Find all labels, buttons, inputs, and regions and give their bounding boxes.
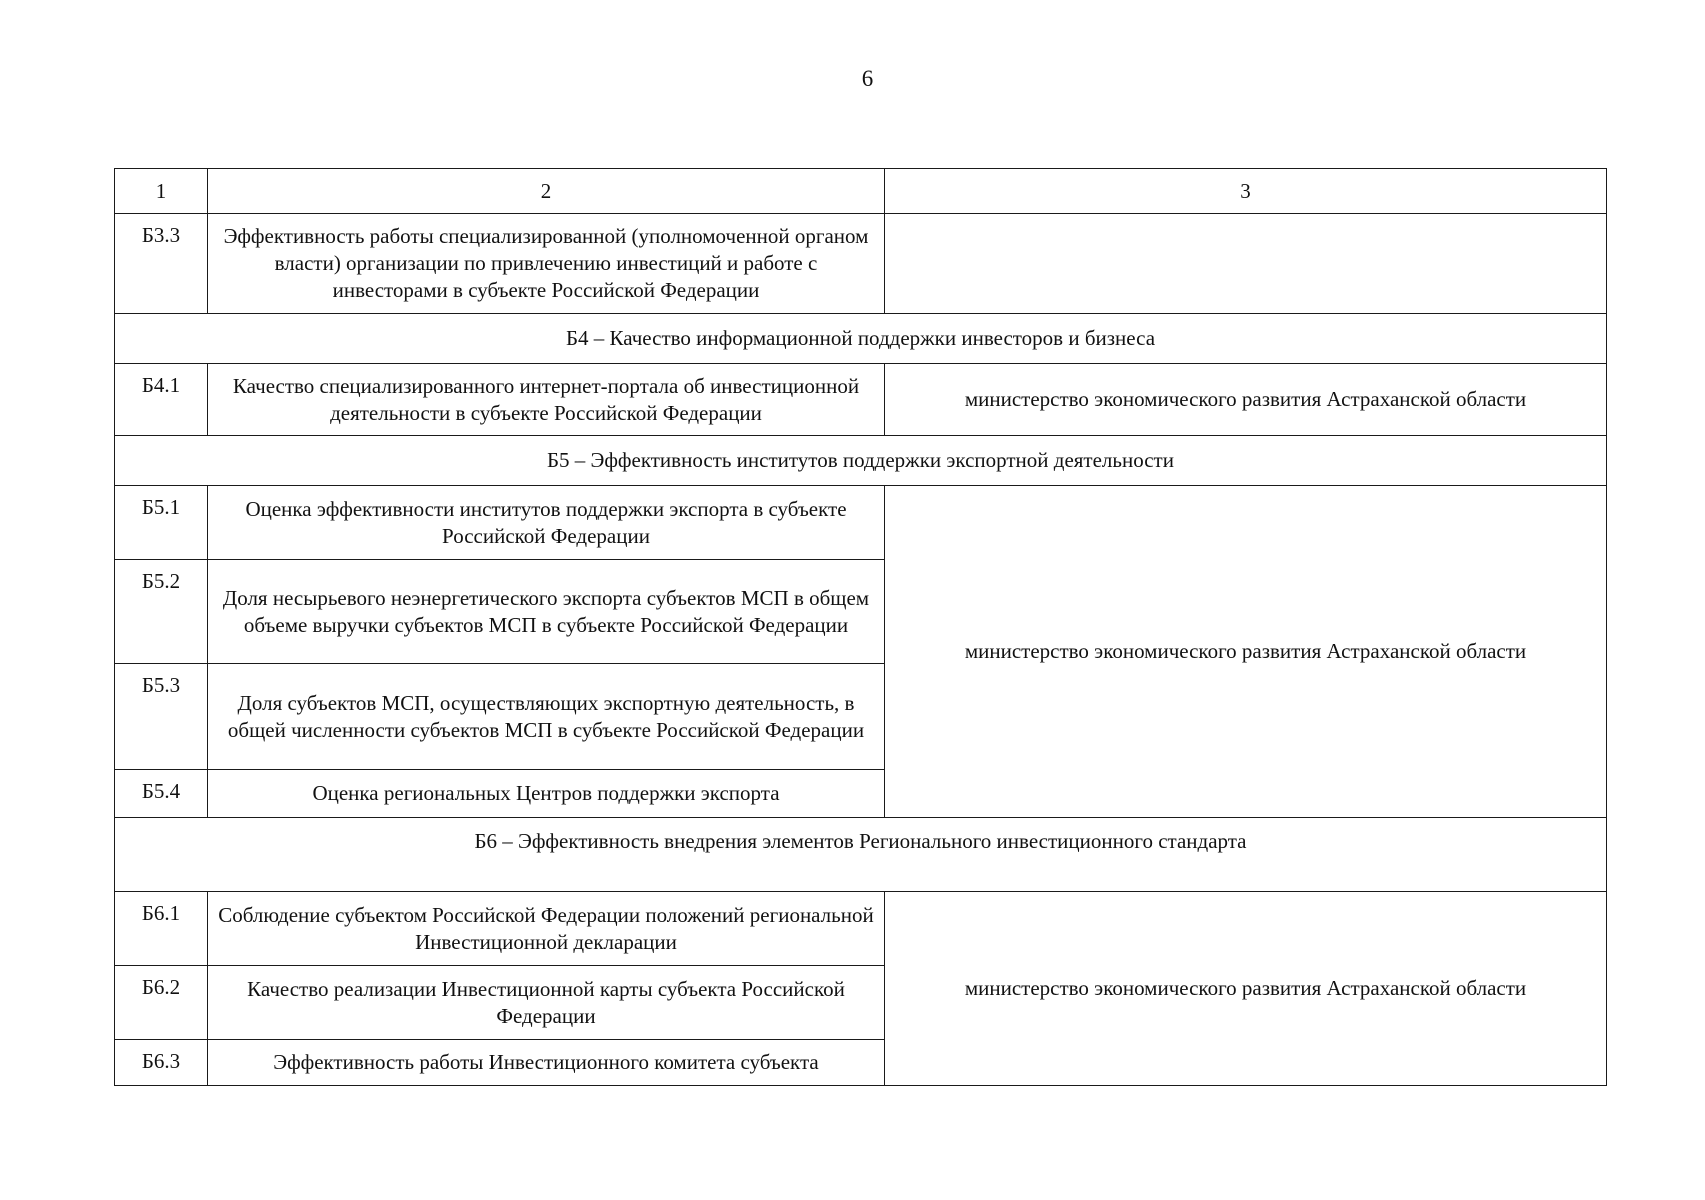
indicator-code: Б5.2 [115,560,208,664]
responsible-body: министерство экономического развития Астраханской области [885,364,1607,436]
section-row [115,818,1607,892]
indicator-code: Б4.1 [115,364,208,436]
indicator-code: Б6.3 [115,1040,208,1086]
indicator-description: Качество специализированного интернет-портала об инвестиционной деятельности в субъекте Российской Федерации [208,364,885,436]
indicators-table [114,168,1607,1086]
section-title: Б4 – Качество информационной поддержки инвесторов и бизнеса [115,314,1607,364]
indicator-description: Оценка региональных Центров поддержки экспорта [208,770,885,818]
indicator-code: Б3.3 [115,214,208,314]
indicator-description: Эффективность работы специализированной (уполномоченной органом власти) организации по привлечению инвестиций и работе с инвесторами в субъекте Российской Федерации [208,214,885,314]
indicator-code: Б5.1 [115,486,208,560]
table-row [115,892,1607,966]
indicator-description: Оценка эффективности институтов поддержки экспорта в субъекте Российской Федерации [208,486,885,560]
indicator-code: Б5.4 [115,770,208,818]
section-title: Б6 – Эффективность внедрения элементов Регионального инвестиционного стандарта [115,818,1607,892]
indicator-description: Качество реализации Инвестиционной карты субъекта Российской Федерации [208,966,885,1040]
indicator-description: Доля несырьевого неэнергетического экспорта субъектов МСП в общем объеме выручки субъектов МСП в субъекте Российской Федерации [208,560,885,664]
indicator-code: Б6.1 [115,892,208,966]
responsible-body: министерство экономического развития Астраханской области [885,486,1607,818]
header-col-2: 2 [208,169,885,214]
indicator-code: Б5.3 [115,664,208,770]
section-title: Б5 – Эффективность институтов поддержки экспортной деятельности [115,436,1607,486]
indicator-description: Соблюдение субъектом Российской Федерации положений региональной Инвестиционной декларации [208,892,885,966]
indicator-description: Эффективность работы Инвестиционного комитета субъекта [208,1040,885,1086]
table-header-row [115,169,1607,214]
section-row [115,436,1607,486]
section-row [115,314,1607,364]
responsible-body: министерство экономического развития Астраханской области [885,892,1607,1086]
table-row [115,486,1607,560]
page-number: 6 [861,66,874,91]
header-col-1: 1 [115,169,208,214]
indicator-description: Доля субъектов МСП, осуществляющих экспортную деятельность, в общей численности субъектов МСП в субъекте Российской Федерации [208,664,885,770]
indicator-code: Б6.2 [115,966,208,1040]
responsible-body [885,214,1607,314]
table-row [115,364,1607,436]
header-col-3: 3 [885,169,1607,214]
table-row [115,214,1607,314]
